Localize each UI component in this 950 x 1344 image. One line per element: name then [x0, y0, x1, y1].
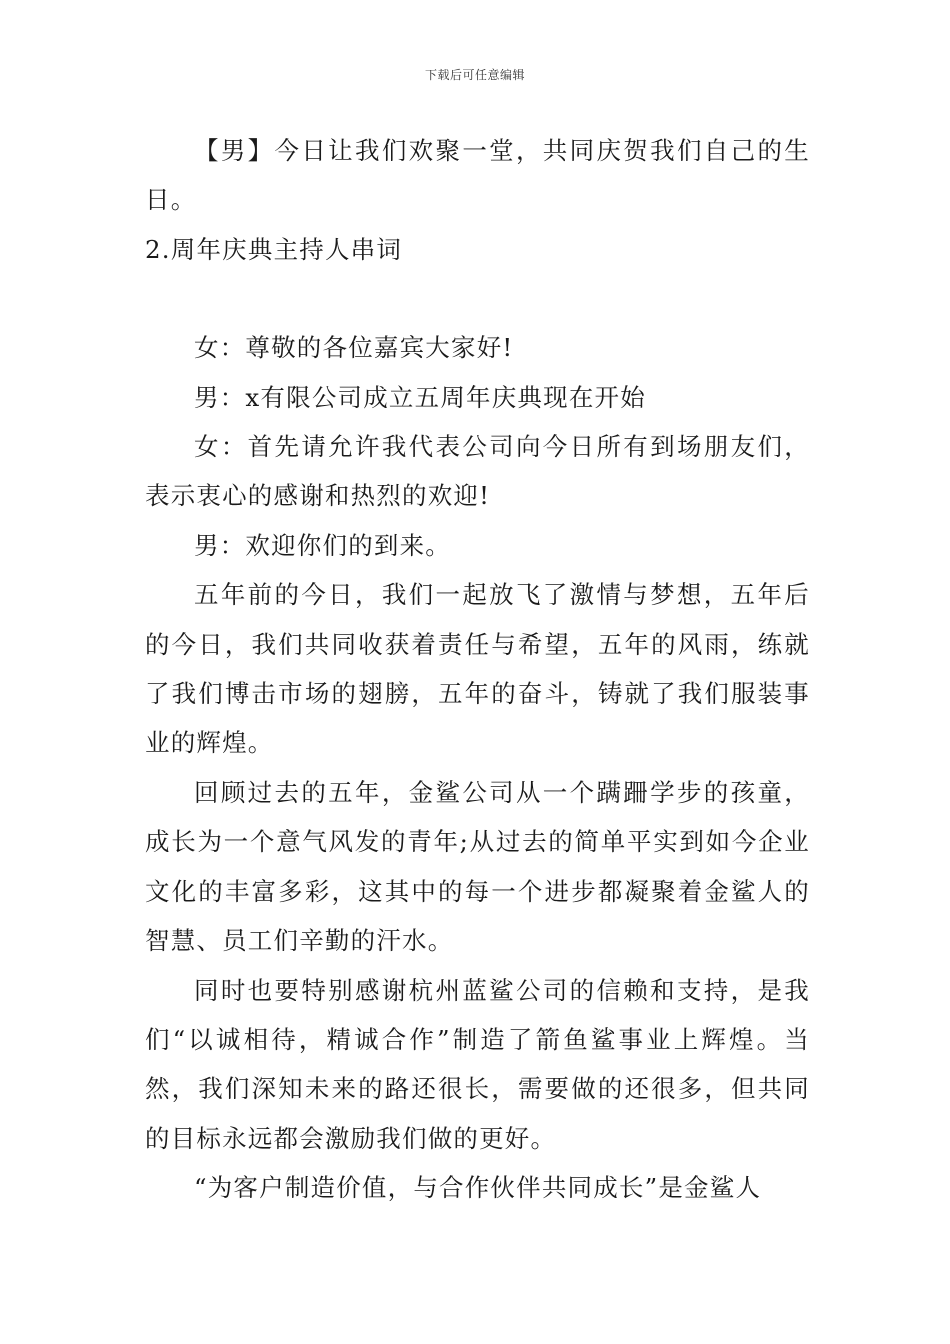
script-line-female-thanks: 女：首先请允许我代表公司向今日所有到场朋友们，表示衷心的感谢和热烈的欢迎!	[145, 432, 810, 511]
body-paragraph-mission: “为客户制造价值，与合作伙伴共同成长”是金鲨人	[194, 1173, 762, 1203]
body-paragraph-gratitude: 同时也要特别感谢杭州蓝鲨公司的信赖和支持，是我们“以诚相待，精诚合作”制造了箭鱼鲨事业上辉煌。当然，我们深知未来的路还很长，需要做的还很多，但共同的目标永远都会激励我们做的更好。	[145, 975, 810, 1153]
document-body	[145, 126, 810, 1213]
page-header-note: 下载后可任意编辑	[424, 68, 525, 82]
body-paragraph-five-years: 五年前的今日，我们一起放飞了激情与梦想，五年后的今日，我们共同收获着责任与希望，五年的风雨，练就了我们博击市场的翅膀，五年的奋斗，铸就了我们服装事业的辉煌。	[145, 580, 810, 758]
script-line-female-greeting: 女：尊敬的各位嘉宾大家好!	[194, 333, 514, 363]
script-line-male-welcome: 男：欢迎你们的到来。	[194, 530, 451, 560]
script-line-male-opening: 男：x有限公司成立五周年庆典现在开始	[194, 382, 646, 412]
intro-paragraph: 【男】今日让我们欢聚一堂，共同庆贺我们自己的生日。	[145, 136, 810, 215]
section-title: 2.周年庆典主持人串词	[145, 234, 403, 264]
body-paragraph-review: 回顾过去的五年，金鲨公司从一个蹒跚学步的孩童，成长为一个意气风发的青年;从过去的简单平实到如今企业文化的丰富多彩，这其中的每一个进步都凝聚着金鲨人的智慧、员工们辛勤的汗水。	[145, 777, 810, 956]
blank-line	[145, 274, 810, 323]
